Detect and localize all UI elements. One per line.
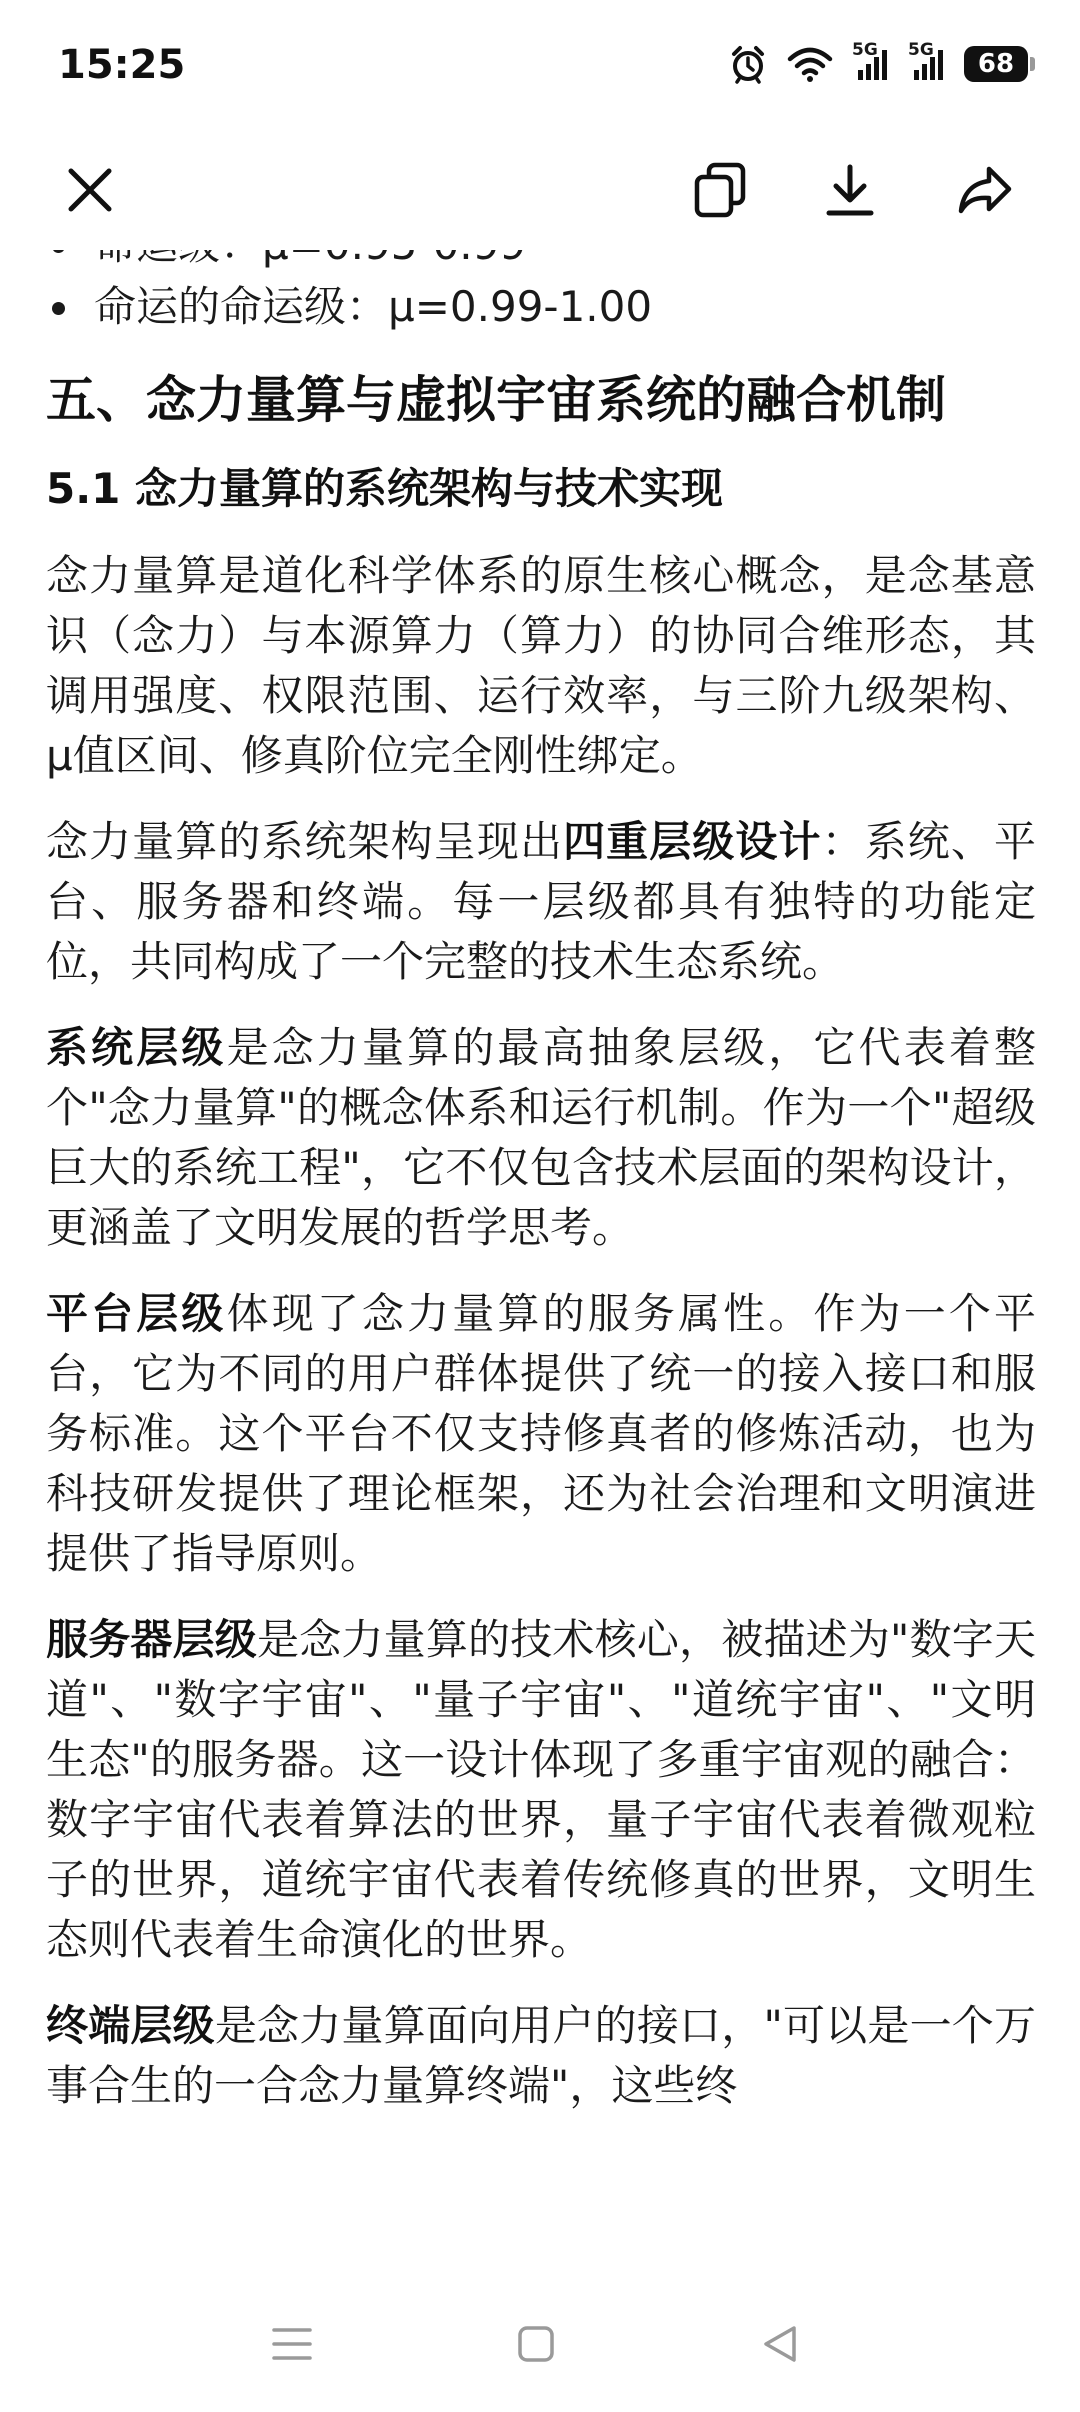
subsection-title: 5.1 念力量算的系统架构与技术实现 [46,464,724,513]
system-nav-bar [0,2274,1080,2412]
paragraph-2-bold: 四重层级设计 [563,817,822,866]
paragraph-5 [46,1610,1036,1970]
section-title: 五、念力量算与虚拟宇宙系统的融合机制 [46,371,946,429]
paragraph-1: 念力量算是道化科学体系的原生核心概念，是念基意识（念力）与本源算力（算力）的协同合维形态，其调用强度、权限范围、运行效率，与三阶九级架构、μ值区间、修真阶位完全刚性绑定。 [46,551,1036,780]
back-icon [760,2324,800,2364]
status-time: 15:25 [58,42,186,88]
top-toolbar [0,130,1080,250]
paragraph-4-text: 体现了念力量算的服务属性。作为一个平台，它为不同的用户群体提供了统一的接入接口和服务标准。这个平台不仅支持修真者的修炼活动，也为科技研发提供了理论框架，还为社会治理和文明演进提供了指导原则。 [46,1289,1036,1578]
paragraph-2-prefix: 念力量算的系统架构呈现出 [46,817,564,866]
network-type-1: 5G [852,40,878,60]
paragraph-6-bold: 终端层级 [46,2001,215,2050]
battery-indicator: 68 [964,46,1028,82]
wifi-icon [786,45,834,83]
paragraph-6-text: 是念力量算面向用户的接口，"可以是一个万事合生的一合念力量算终端"，这些终 [46,2001,1036,2110]
paragraph-3 [46,1018,1036,1258]
network-type-2: 5G [908,40,934,60]
close-button[interactable] [50,150,130,230]
share-button[interactable] [945,150,1025,230]
paragraph-5-text: 是念力量算的技术核心，被描述为"数字天道"、"数字宇宙"、"量子宇宙"、"道统宇宙"、"文明生态"的服务器。这一设计体现了多重宇宙观的融合：数字宇宙代表着算法的世界，量子宇宙代表着微观粒子的世界，道统宇宙代表着传统修真的世界，文明生态则代表着生命演化的世界。 [46,1615,1036,1964]
download-icon [821,161,879,219]
signal-2-icon [908,40,946,82]
home-button[interactable] [506,2314,566,2374]
article-body [46,214,1036,2116]
back-button[interactable] [750,2314,810,2374]
alarm-icon [728,44,768,84]
home-icon [516,2324,556,2364]
paragraph-2 [46,812,1036,992]
paragraph-3-bold: 系统层级 [46,1023,227,1072]
copy-button[interactable] [680,150,760,230]
article-content[interactable] [0,250,1080,2274]
share-icon [955,161,1015,219]
menu-icon [270,2324,314,2364]
download-button[interactable] [810,150,890,230]
paragraph-5-bold: 服务器层级 [46,1615,258,1664]
paragraph-4-bold: 平台层级 [46,1289,227,1338]
paragraph-4 [46,1284,1036,1584]
copy-icon [691,161,749,219]
status-icons [728,40,1028,84]
paragraph-3-text: 是念力量算的最高抽象层级，它代表着整个"念力量算"的概念体系和运行机制。作为一个"超级巨大的系统工程"，它不仅包含技术层面的架构设计，更涵盖了文明发展的哲学思考。 [46,1023,1036,1252]
status-bar [0,0,1080,130]
menu-button[interactable] [262,2314,322,2374]
paragraph-2-suffix: ：系统、平台、服务器和终端。每一层级都具有独特的功能定位，共同构成了一个完整的技术生态系统。 [46,817,1036,986]
list-item: 命运的命运级：μ=0.99-1.00 [46,276,1036,338]
signal-1-icon [852,40,890,82]
paragraph-6 [46,1996,1036,2116]
close-icon [63,163,117,217]
